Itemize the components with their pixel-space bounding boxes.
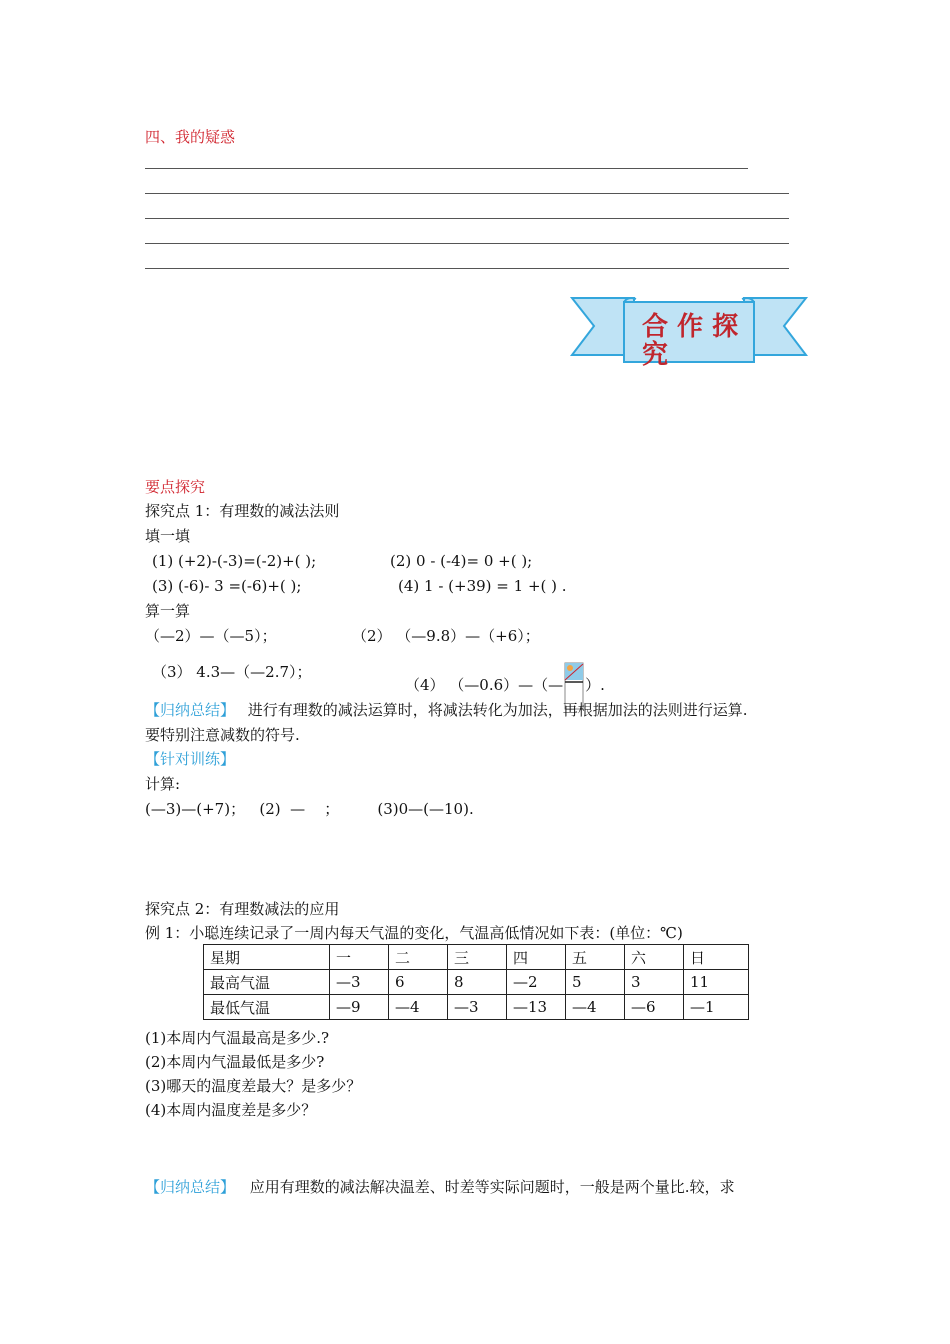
table-high-cell: 6 [389,970,448,995]
answer-line-5 [145,268,789,269]
compute-label: 算一算 [145,602,191,620]
banner-title-line1: 合 作 探 [642,312,739,342]
summary-1-text-line2: 要特别注意减数的符号. [145,726,300,744]
table-day-cell: 三 [448,945,507,970]
table-low-cell: —4 [389,995,448,1020]
table-high-cell: 11 [684,970,749,995]
table-row [204,945,749,970]
section-heading-doubts: 四、我的疑惑 [145,128,236,146]
fill-in-item-2: (2) 0 - (-4)= 0 +( ); [390,552,533,570]
table-low-label: 最低气温 [204,995,330,1020]
example-1-text: 例 1：小聪连续记录了一周内每天气温的变化，气温高低情况如下表：(单位：℃) [145,924,683,942]
table-low-cell: —1 [684,995,749,1020]
table-low-cell: —4 [566,995,625,1020]
summary-1-text: 进行有理数的减法运算时，将减法转化为加法，再根据加法的法则进行运算. [247,701,748,719]
table-high-cell: —3 [330,970,389,995]
fill-in-item-3: (3) (-6)- 3 =(-6)+( ); [152,577,302,595]
compute-item-3: （3） 4.3—（—2.7）； [152,663,312,681]
point2-title: 探究点 2：有理数减法的应用 [145,900,340,918]
table-day-cell: 五 [566,945,625,970]
table-row [204,970,749,995]
table-day-cell: 四 [507,945,566,970]
table-high-cell: —2 [507,970,566,995]
answer-line-1 [145,168,748,169]
table-day-cell: 二 [389,945,448,970]
question-4: (4)本周内温度差是多少？ [145,1101,317,1119]
banner-title-line2: 究 [642,340,669,367]
table-row [204,995,749,1020]
answer-line-3 [145,218,789,219]
table-high-label: 最高气温 [204,970,330,995]
compute-item-1: （—2）—（—5）； [145,627,277,645]
fill-in-item-4: (4) 1 - (+39) = 1 +( ) . [398,577,567,595]
summary-2 [145,1177,735,1197]
answer-line-2 [145,193,789,194]
table-low-cell: —9 [330,995,389,1020]
table-high-cell: 5 [566,970,625,995]
compute-item-4-suffix: ）. [585,676,605,694]
table-high-cell: 3 [625,970,684,995]
answer-line-4 [145,243,789,244]
temperature-table [203,944,749,1020]
table-low-cell: —3 [448,995,507,1020]
training-items: (—3)—(+7)； (2) — ； (3)0—(—10). [145,800,474,818]
training-tag: 【针对训练】 [145,750,236,768]
table-day-cell: 六 [625,945,684,970]
key-points-heading: 要点探究 [145,478,206,496]
compute-item-4-prefix: （4） （—0.6）—（— [405,676,564,694]
summary-1 [145,700,748,720]
table-low-cell: —6 [625,995,684,1020]
question-2: (2)本周内气温最低是多少? [145,1053,325,1071]
fill-in-item-1: (1) (+2)-(-3)=(-2)+( ); [152,552,317,570]
table-high-cell: 8 [448,970,507,995]
question-1: (1)本周内气温最高是多少.? [145,1029,330,1047]
summary-2-text: 应用有理数的减法解决温差、时差等实际问题时，一般是两个量比.较，求 [249,1178,735,1196]
training-label: 计算: [145,775,181,793]
table-day-cell: 日 [684,945,749,970]
table-day-cell: 一 [330,945,389,970]
table-low-cell: —13 [507,995,566,1020]
fill-in-label: 填一填 [145,527,191,545]
compute-item-2: （2） （—9.8）—（+6）； [352,627,540,645]
point1-title: 探究点 1：有理数的减法法则 [145,502,340,520]
cooperative-exploration-banner [568,295,810,367]
summary-2-tag: 【归纳总结】 [145,1178,236,1196]
question-3: (3)哪天的温度差最大？是多少？ [145,1077,362,1095]
table-header-cell: 星期 [204,945,330,970]
summary-1-tag: 【归纳总结】 [145,701,236,719]
